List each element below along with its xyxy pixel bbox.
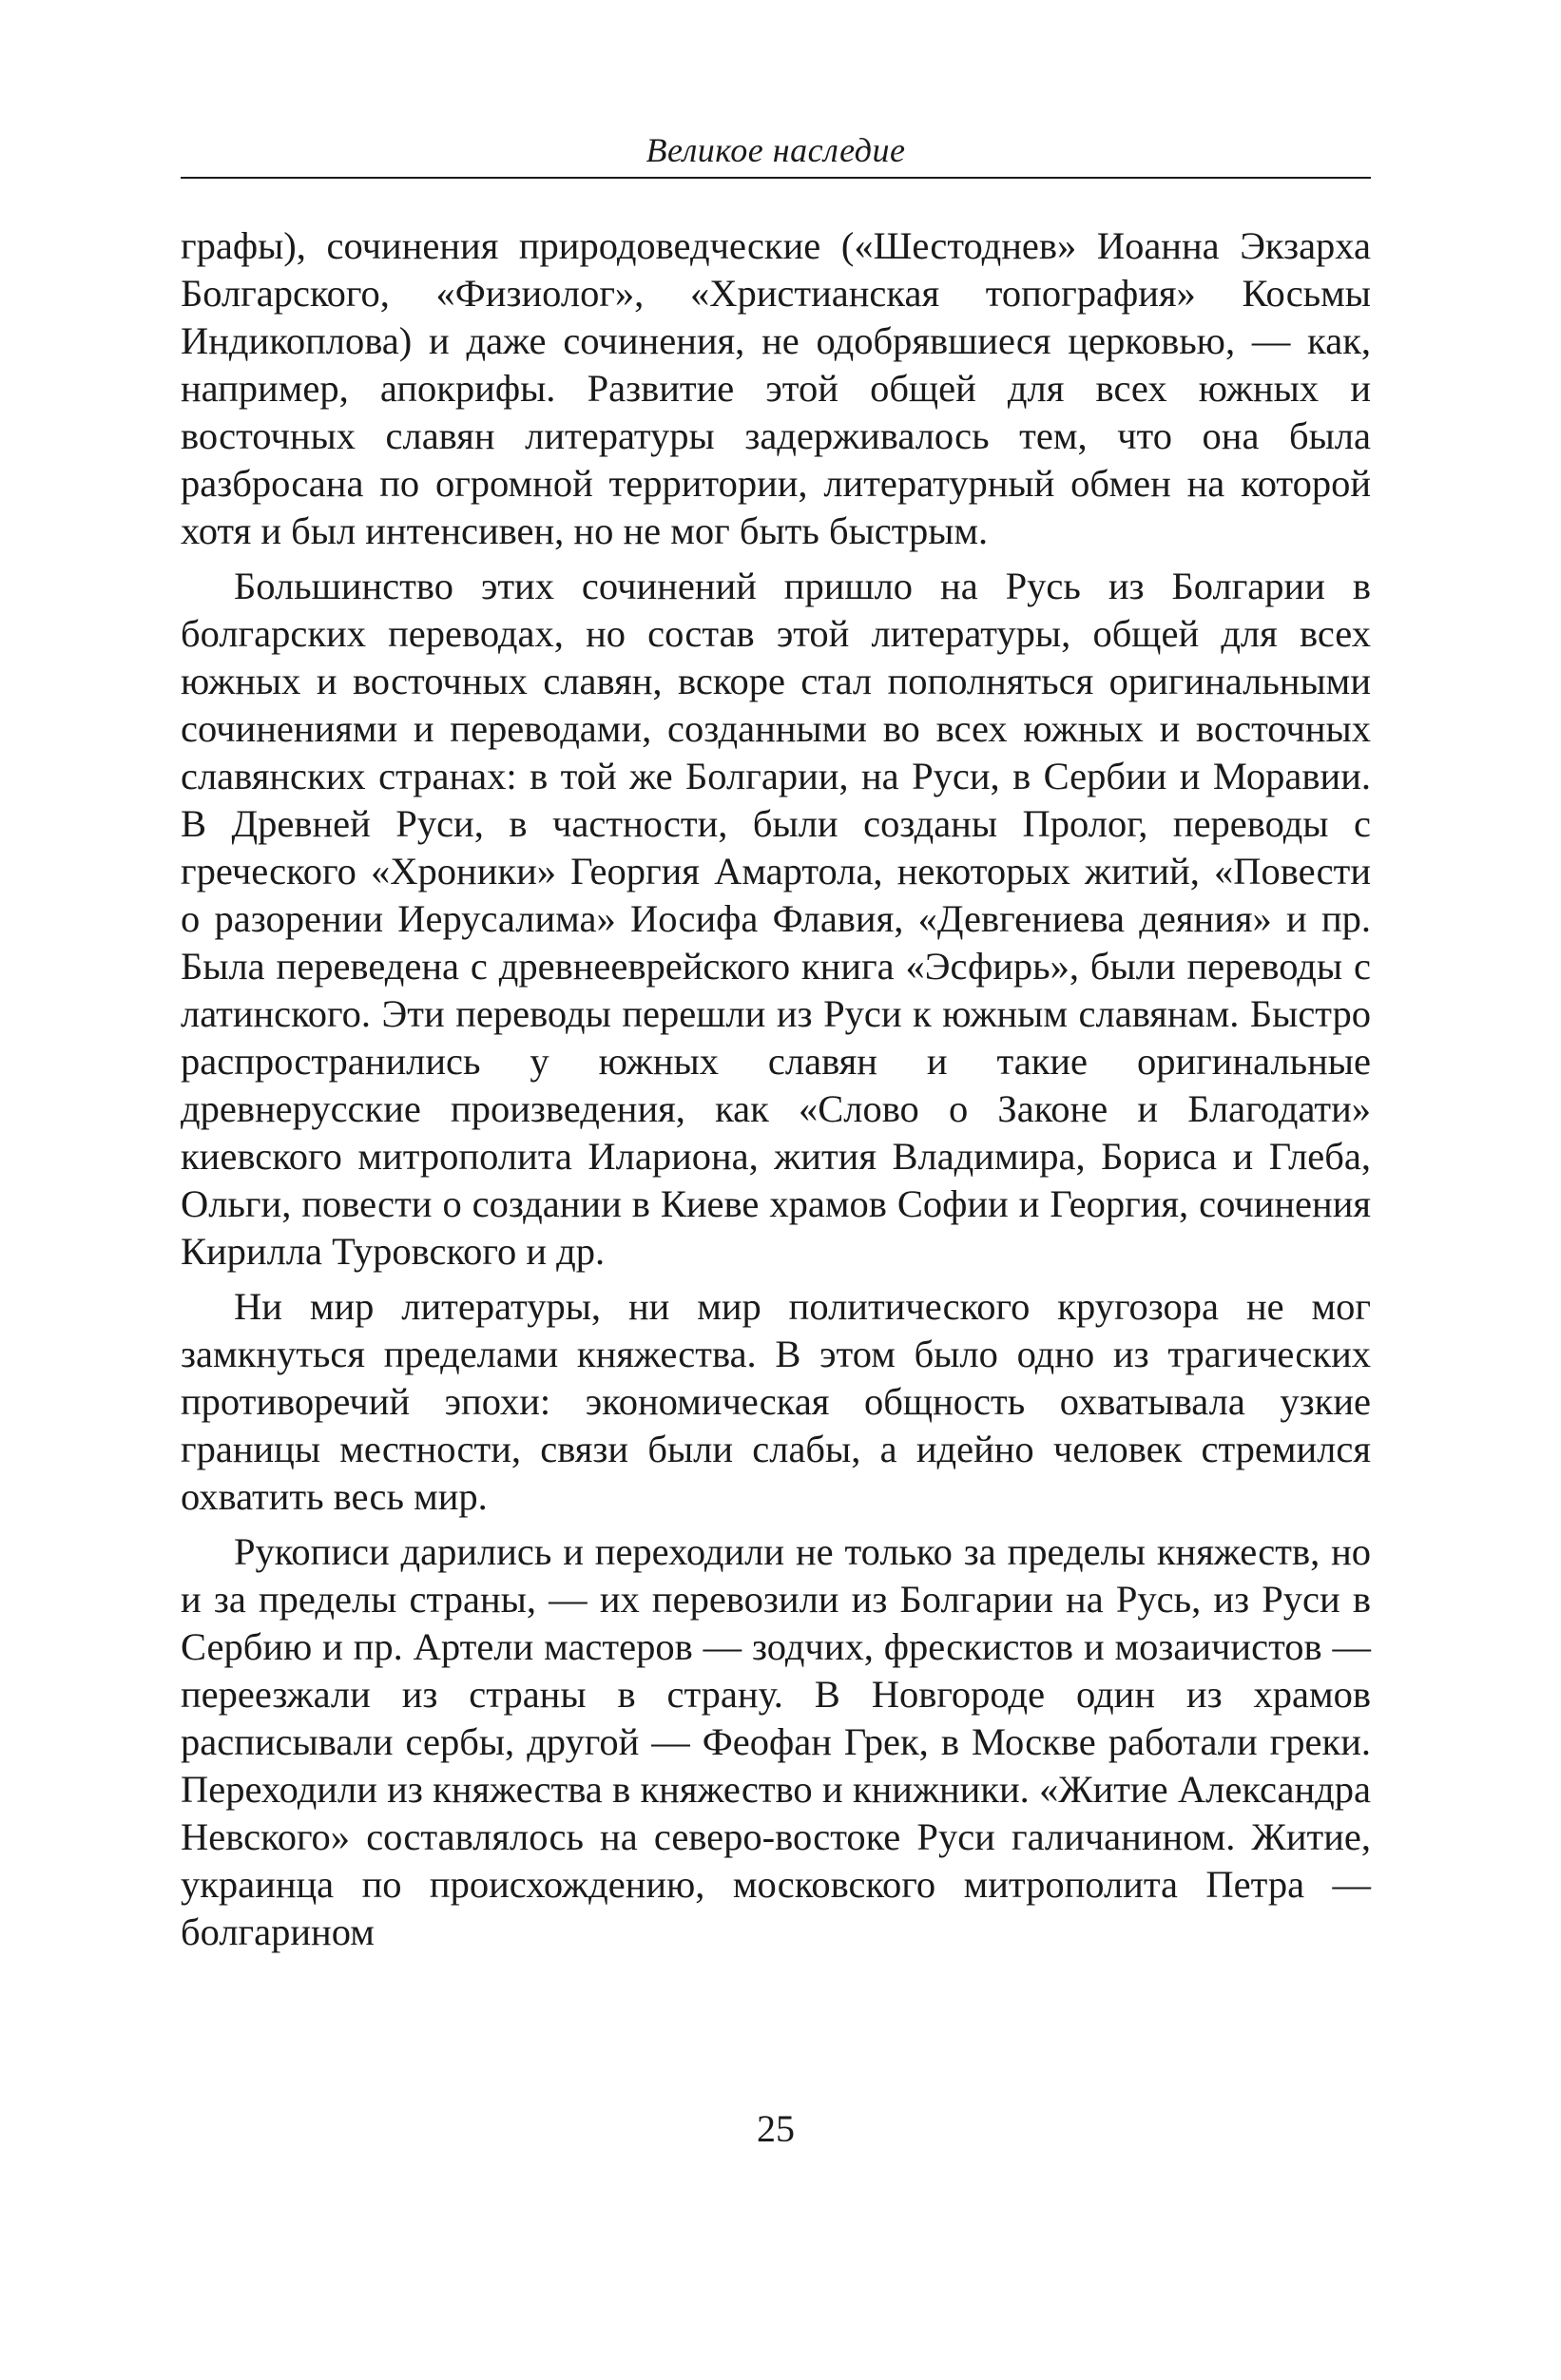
paragraph: Большинство этих сочинений пришло на Русь из Болгарии в болгарских переводах, но состав этой литературы, общей для всех южных и восточных славян, вскоре стал пополняться оригинальными сочинениями и переводами, созданными во всех южных и восточных славянских странах: в той же Болгарии, на Руси, в Сербии и Моравии. В Древней Руси, в частности, были созданы Пролог, переводы с греческого «Хроники» Георгия Амартола, некоторых житий, «Повести о разорении Иерусалима» Иосифа Флавия, «Девгениева деяния» и пр. Была переведена с древнееврейского книга «Эсфирь», были переводы с латинского. Эти переводы перешли из Руси к южным славянам. Быстро распространились у южных славян и такие оригинальные древнерусские произведения, как «Слово о Законе и Благодати» киевского митрополита Илариона, жития Владимира, Бориса и Глеба, Ольги, повести о создании в Киеве храмов Софии и Георгия, сочинения Кирилла Туровского и др. [181, 565, 1371, 1273]
paragraph: Ни мир литературы, ни мир политического кругозора не мог замкнуться пределами княжества. В этом было одно из трагических противоречий эпохи: экономическая общность охватывала узкие границы местности, связи были слабы, а идейно человек стремился охватить весь мир. [181, 1285, 1371, 1518]
paragraph: Рукописи дарились и переходили не только за пределы княжеств, но и за пределы страны, — их перевозили из Болгарии на Русь, из Руси в Сербию и пр. Артели мастеров — зодчих, фрескистов и мозаичистов — переезжали из страны в страну. В Новгороде один из храмов расписывали сербы, другой — Феофан Грек, в Москве работали греки. Переходили из княжества в княжество и книжники. «Житие Александра Невского» составлялось на северо-востоке Руси галичанином. Житие, украинца по происхождению, московского митрополита Петра — болгарином [181, 1530, 1371, 1953]
page-number: 25 [757, 2107, 795, 2150]
paragraph-continuation: графы), сочинения природоведческие («Шестоднев» Иоанна Экзарха Болгарского, «Физиолог», «Христианская топография» Косьмы Индикоплова) и даже сочинения, не одобрявшиеся церковью, — как, например, апокрифы. Развитие этой общей для всех южных и восточных славян литературы задерживалось тем, что она была разбросана по огромной территории, литературный обмен на которой хотя и был интенсивен, но не мог быть быстрым. [181, 224, 1371, 552]
running-title: Великое наследие [646, 131, 906, 169]
header-rule [181, 177, 1371, 179]
page-body [181, 222, 1371, 1964]
